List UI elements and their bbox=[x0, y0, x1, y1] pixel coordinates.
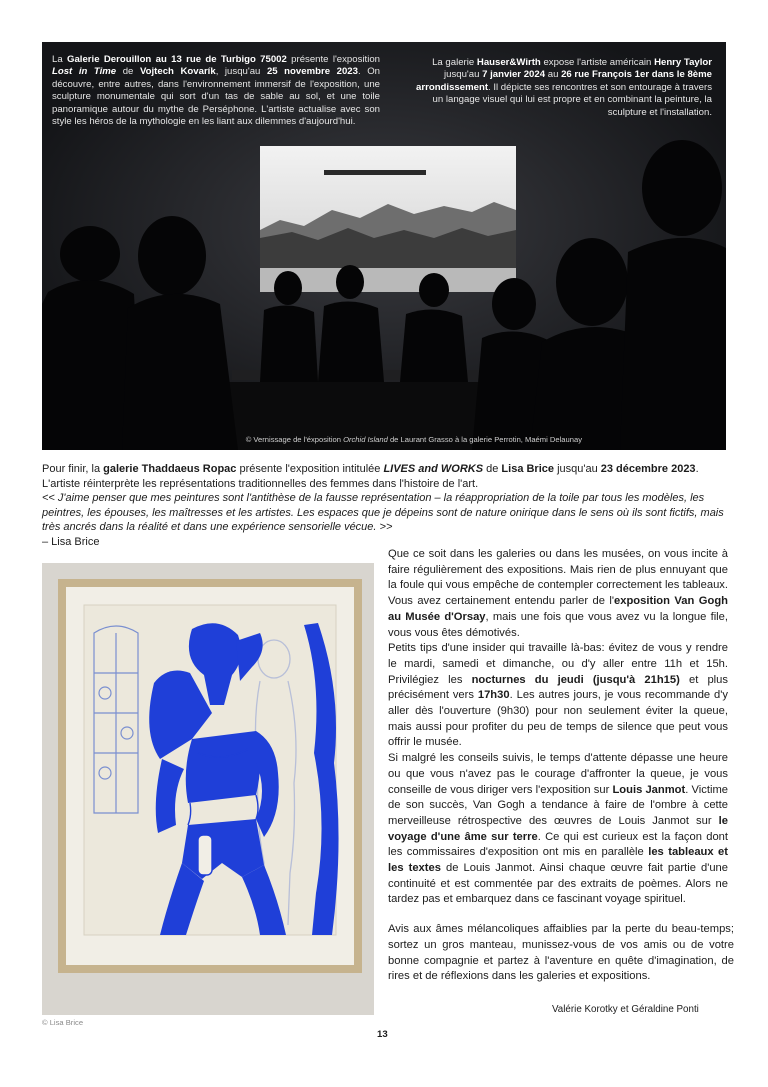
caption-text: jusqu'au bbox=[444, 69, 483, 81]
artist-name: Lisa Brice bbox=[501, 463, 555, 475]
caption-text: de bbox=[116, 66, 140, 78]
caption-text: au bbox=[545, 69, 562, 81]
paragraph-conclusion: Avis aux âmes mélancoliques affaiblies par la perte du beau-temps; sortez un gros manteau, munissez-vous de vos amis ou de votre bonne compagnie et partez à l'aventure en quête d'imagination, de rires et de réflexions dans les galeries et expositions. bbox=[388, 923, 734, 983]
body-text: Si malgré les conseils suivis, le temps d'attente dépasse une heure ou que vous n'avez pas le courage d'affronter la queue, je vous conseille de vous diriger vers l'exposition sur bbox=[388, 752, 728, 796]
intro-text: . bbox=[695, 463, 699, 475]
exhibition-title: LIVES and WORKS bbox=[383, 463, 484, 475]
end-date: 25 novembre 2023 bbox=[266, 66, 358, 78]
intro-text: présente l'exposition intitulée bbox=[236, 463, 384, 475]
caption-bold: Galerie Derouillon au 13 rue de Turbigo 75002 bbox=[67, 54, 287, 65]
exhibition-title: Lost in Time bbox=[52, 66, 117, 78]
gallery-name: Hauser&Wirth bbox=[476, 57, 541, 68]
author-byline: Valérie Korotky et Géraldine Ponti bbox=[552, 1004, 699, 1015]
body-bold: Louis Janmot bbox=[612, 783, 686, 796]
body-text: Petits tips d'une insider qui travaille là-bas: évitez de vous y rendre le mardi, samedi et dimanche, ou d'y aller entre 11h et 15h. Privilégiez les bbox=[388, 642, 728, 686]
body-bold: les tableaux et les textes bbox=[388, 846, 728, 875]
caption-text: . Il dépicte ses rencontres et son entourage à travers un langage visuel qui lui est propre et en combinant la peinture, la sculpture et l'installation. bbox=[432, 81, 712, 118]
body-text: . Victime de son succès, Van Gogh a tendance à faire de l'ombre à cette merveilleuse rétrospective des œuvres de Louis Janmot sur bbox=[388, 783, 728, 827]
paragraph-janmot bbox=[388, 751, 728, 908]
gallery-photo bbox=[42, 42, 726, 450]
intro-text: Pour finir, la bbox=[42, 463, 104, 475]
caption-text: La bbox=[52, 54, 67, 65]
artwork-illustration bbox=[42, 563, 374, 1015]
artwork-credit: © Lisa Brice bbox=[42, 1018, 84, 1027]
paragraph-tips bbox=[388, 641, 728, 751]
intro-text: jusqu'au bbox=[554, 463, 601, 475]
artist-name: Henry Taylor bbox=[654, 57, 712, 68]
caption-text: expose l'artiste américain bbox=[540, 57, 655, 68]
caption-text: présente l'exposition bbox=[286, 54, 380, 65]
credit-text: de Laurant Grasso à la galerie Perrotin, Maémi Delaunay bbox=[387, 435, 582, 444]
body-text: . Les autres jours, je vous recommande d'y aller dès l'ouverture (9h30) pour non seulement éviter la queue, mais aussi pour profiter du peu de temps de silence que peut vous offrir le musée. bbox=[388, 689, 728, 749]
artist-name: Vojtech Kovarík bbox=[139, 66, 216, 78]
intro-line bbox=[42, 462, 730, 477]
end-date: 23 décembre 2023 bbox=[600, 463, 696, 475]
body-text: , mais une fois que vous avez vu la longue file, vous vous êtes démotivés. bbox=[388, 610, 728, 639]
body-bold: 17h30 bbox=[477, 689, 510, 702]
body-text: Que ce soit dans les galeries ou dans les musées, on vous incite à faire régulièrement des expositions. Mais rien de plus ennuyant que la foule qui vous empêche de contempler correctement les tableaux. Vous avez certainement entendu parler de l' bbox=[388, 548, 728, 608]
caption-derouillon bbox=[52, 54, 380, 128]
credit-text: © Vernissage de l'éxposition bbox=[245, 435, 344, 444]
caption-text: . On découvre, entre autres, dans l'environnement immersif de l'exposition, une sculpture monumentale qui sort d'un tas de sable au sol, et une toile panoramique autour du mythe de Perséphone. L'artiste actualise avec son style les héros de la mythologie en les liant aux dilemmes d'aujourd'hui. bbox=[52, 66, 380, 128]
caption-text: La galerie bbox=[432, 57, 477, 68]
body-bold: le voyage d'une âme sur terre bbox=[388, 814, 728, 843]
intro-line-2: L'artiste réinterprète les représentations traditionnelles des femmes dans l'histoire de l'art. bbox=[42, 477, 479, 490]
artist-quote: << J'aime penser que mes peintures sont l'antithèse de la fausse représentation – la réappropriation de la toile par tous les modèles, les peintres, les épouses, les maîtresses et les artistes. Les espaces que je dépeins sont de nature onirique dans le sens où ils sont fictifs, mais très ancrés dans la réalité et dans une expérience sensorielle vécue. >> bbox=[42, 492, 724, 534]
gallery-address: 26 rue François 1er dans le 8ème arrondissement bbox=[416, 69, 712, 93]
end-date: 7 janvier 2024 bbox=[482, 69, 546, 81]
paragraph-van-gogh bbox=[388, 547, 728, 641]
credit-work-title: Orchid Island bbox=[343, 435, 388, 444]
page-number: 13 bbox=[377, 1029, 388, 1040]
intro-text: de bbox=[483, 463, 502, 475]
body-bold: nocturnes du jeudi (jusqu'à 21h15) bbox=[471, 673, 680, 686]
gallery-name: galerie Thaddaeus Ropac bbox=[103, 463, 237, 475]
quote-attribution: – Lisa Brice bbox=[42, 535, 100, 548]
caption-text: , jusqu'au bbox=[215, 66, 267, 78]
body-text: et plus précisément vers bbox=[388, 673, 728, 702]
body-text: . Ce qui est curieux est la façon dont les commissaires d'exposition ont mis en parallèle bbox=[388, 830, 728, 859]
article-column bbox=[388, 547, 728, 908]
body-text: de Louis Janmot. Ainsi chaque œuvre fait partie d'une continuité et est commentée par des extraits de poèmes. Alors ne tardez pas et embarquez dans ce fascinant voyage spirituel. bbox=[388, 862, 728, 906]
photo-credit bbox=[246, 435, 582, 444]
lisa-brice-artwork bbox=[42, 563, 374, 1015]
body-bold: exposition Van Gogh au Musée d'Orsay bbox=[388, 595, 728, 623]
caption-hauser-wirth bbox=[412, 57, 712, 119]
intro-paragraph bbox=[42, 462, 730, 550]
